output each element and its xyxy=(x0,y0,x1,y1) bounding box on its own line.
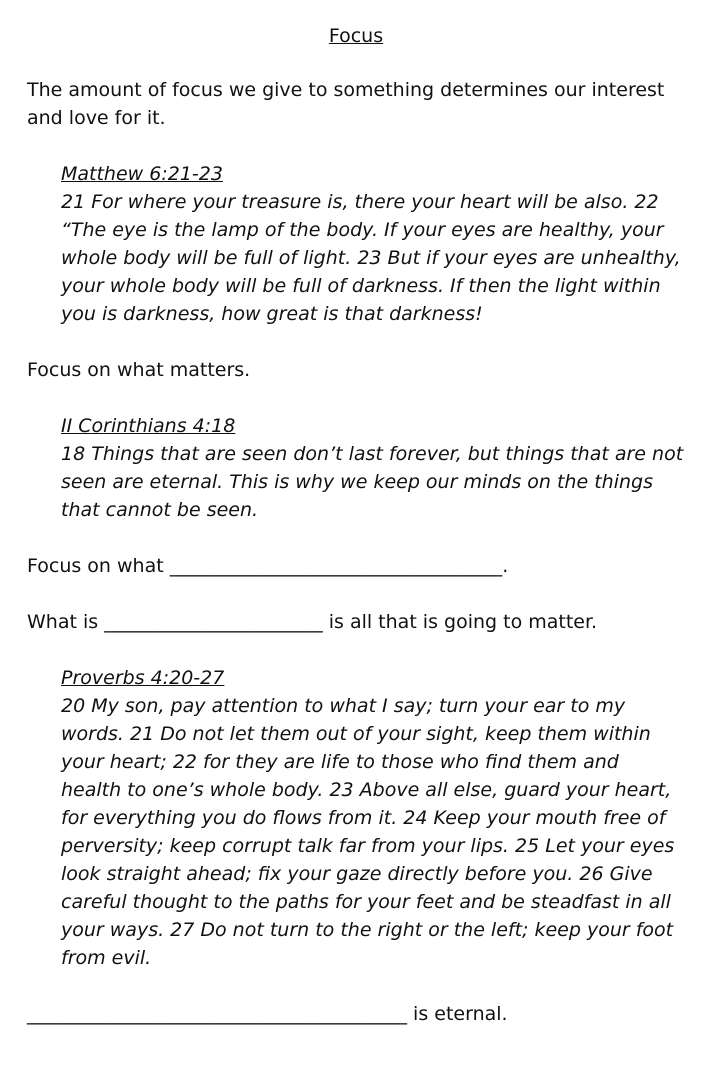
statement-focus-matters: Focus on what matters. xyxy=(27,359,251,381)
scripture-text: 18 Things that are seen don’t last forever, but things that are not seen are eternal. This is why we keep our minds on the things that cannot be seen. xyxy=(61,443,684,521)
fill-suffix: . xyxy=(502,555,509,577)
fill-in-focus-on-what xyxy=(27,552,685,580)
scripture-block-proverbs xyxy=(61,664,685,972)
page-title: Focus xyxy=(328,25,384,47)
fill-blank: ___________________________________ xyxy=(169,555,503,577)
fill-suffix: is eternal. xyxy=(407,1003,508,1025)
scripture-block-matthew xyxy=(61,160,685,328)
scripture-reference: Matthew 6:21-23 xyxy=(61,163,223,185)
fill-suffix: is all that is going to matter. xyxy=(322,611,598,633)
scripture-block-corinthians xyxy=(61,412,685,524)
scripture-text: 21 For where your treasure is, there your heart will be also. 22 “The eye is the lamp of the body. If your eyes are healthy, your whole body will be full of light. 23 But if your eyes are unhealthy, your whole body will be full of darkness. If then the light within you is darkness, how great is that darkness! xyxy=(61,191,681,325)
scripture-reference: Proverbs 4:20-27 xyxy=(61,667,225,689)
fill-prefix: Focus on what xyxy=(27,555,170,577)
fill-blank: _______________________ xyxy=(104,611,323,633)
fill-blank: ________________________________________ xyxy=(27,1003,407,1025)
scripture-reference: II Corinthians 4:18 xyxy=(61,415,236,437)
fill-in-is-eternal xyxy=(27,1000,685,1028)
scripture-text: 20 My son, pay attention to what I say; turn your ear to my words. 21 Do not let them out of your sight, keep them within your heart; 22 for they are life to those who find them and health to one’s whole body. 23 Above all else, guard your heart, for everything you do flows from it. 24 Keep your mouth free of perversity; keep corrupt talk far from your lips. 25 Let your eyes look straight ahead; fix your gaze directly before you. 26 Give careful thought to the paths for your feet and be steadfast in all your ways. 27 Do not turn to the right or the left; keep your foot from evil. xyxy=(61,695,675,969)
intro-paragraph: The amount of focus we give to something determines our interest and love for it. xyxy=(27,79,665,129)
fill-in-what-is xyxy=(27,608,685,636)
fill-prefix: What is xyxy=(27,611,105,633)
